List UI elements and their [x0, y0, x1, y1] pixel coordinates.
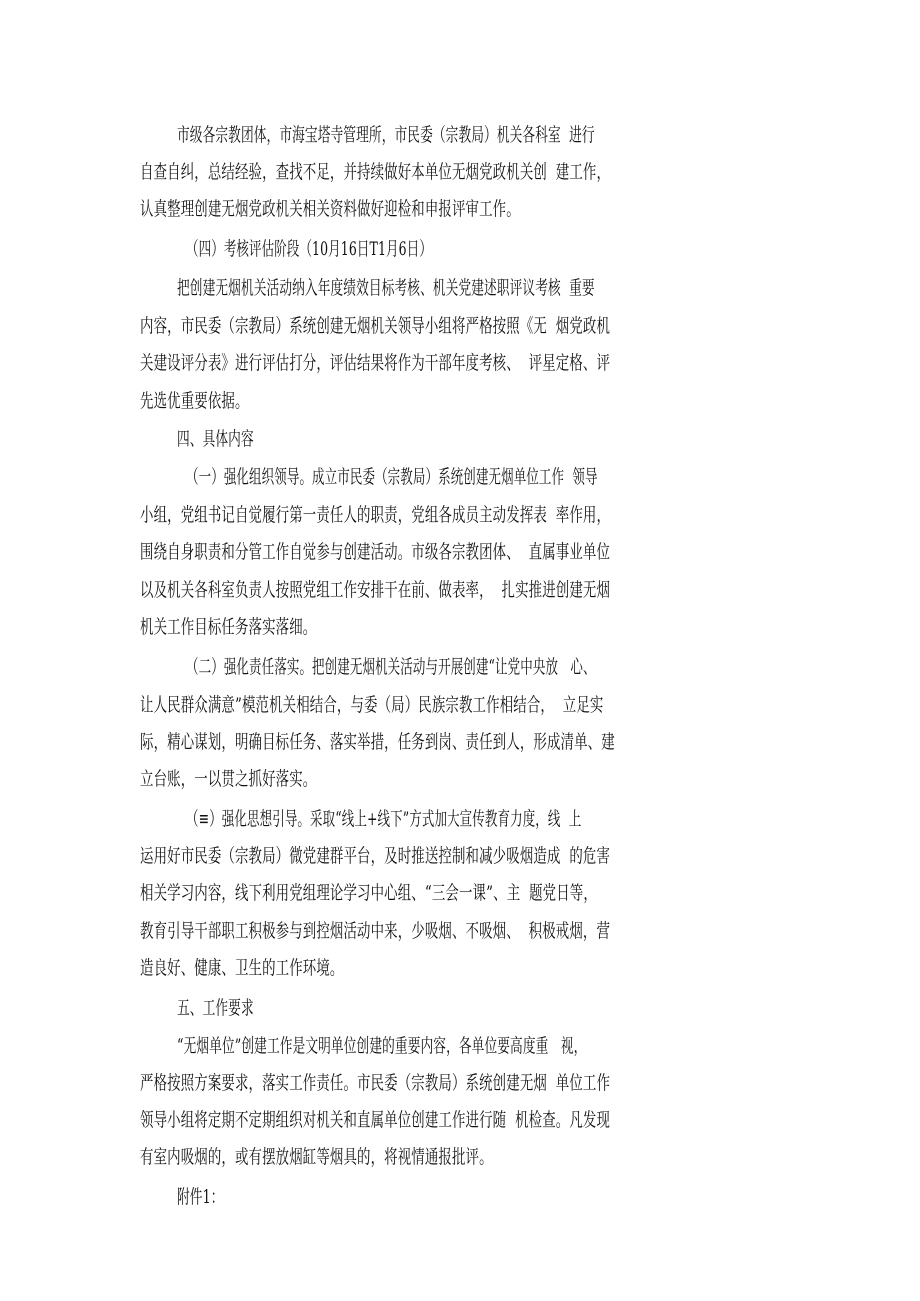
text-line: 自查自纠，总结经验，查找不足，并持续做好本单位无烟党政机关创 建工作， — [140, 161, 611, 183]
text-line: 四、具体内容 — [177, 428, 254, 450]
text-line: 市级各宗教团体，市海宝塔寺管理所，市民委（宗教局）机关各科室 进行 — [177, 124, 595, 146]
text-line: （二）强化责任落实。把创建无烟机关活动与开展创建“让党中央放 心、 — [186, 656, 596, 678]
text-line: 围绕自身职责和分管工作自觉参与创建活动。市级各宗教团体、 直属事业单位 — [140, 541, 611, 563]
text-line: 小组，党组书记自觉履行第一责任人的职责，党组各成员主动发挥表 率作用， — [140, 504, 611, 526]
text-line: 教育引导干部职工积极参与到控烟活动中来，少吸烟、不吸烟、 积极戒烟，营 — [140, 920, 611, 942]
text-line: 让人民群众满意”模范机关相结合，与委（局）民族宗教工作相结合， 立足实 — [140, 694, 604, 716]
text-line: 相关学习内容，线下利用党组理论学习中心组、“三会一课”、主 题党日等， — [140, 882, 597, 904]
text-line: 把创建无烟机关活动纳入年度绩效目标考核、机关党建述职评议考核 重要 — [177, 277, 595, 299]
text-line: 领导小组将定期不定期组织对机关和直属单位创建工作进行随 机检查。凡发现 — [140, 1109, 611, 1131]
text-line: 立台账，一以贯之抓好落实。 — [140, 768, 317, 790]
text-line: 认真整理创建无烟党政机关相关资料做好迎检和申报评审工作。 — [140, 198, 520, 220]
text-line: 际，精心谋划，明确目标任务、落实举措，任务到岗、责任到人，形成清单、建 — [140, 731, 615, 753]
text-line: 造良好、健康、卫生的工作环境。 — [140, 957, 344, 979]
text-line: 运用好市民委（宗教局）微党建群平台，及时推送控制和减少吸烟造成 的危害 — [140, 845, 611, 867]
text-line: 内容，市民委（宗教局）系统创建无烟机关领导小组将严格按照《无 烟党政机 — [140, 315, 611, 337]
text-line: 五、工作要求 — [177, 997, 254, 1019]
text-line: “无烟单位”创建工作是文明单位创建的重要内容，各单位要高度重 视， — [177, 1035, 587, 1057]
text-line: 机关工作目标任务落实落细。 — [140, 616, 317, 638]
text-line: （一）强化组织领导。成立市民委（宗教局）系统创建无烟单位工作 领导 — [186, 466, 598, 488]
text-line: 以及机关各科室负责人按照党组工作安排干在前、做表率， 扎实推进创建无烟 — [140, 579, 611, 601]
text-line: 关建设评分表》进行评估打分，评估结果将作为干部年度考核、 评星定格、评 — [140, 352, 611, 374]
text-line: 严格按照方案要求，落实工作责任。市民委（宗教局）系统创建无烟 单位工作 — [140, 1072, 611, 1094]
text-line: （≡）强化思想引导。采取“线上+线下”方式加大宣传教育力度，线 上 — [186, 808, 582, 830]
text-line: 先选优重要依据。 — [140, 390, 249, 412]
text-line: （四）考核评估阶段（10月16日T1月6日） — [186, 238, 432, 260]
text-line: 附件1： — [177, 1186, 224, 1208]
text-line: 有室内吸烟的，或有摆放烟缸等烟具的，将视情通报批评。 — [140, 1146, 493, 1168]
